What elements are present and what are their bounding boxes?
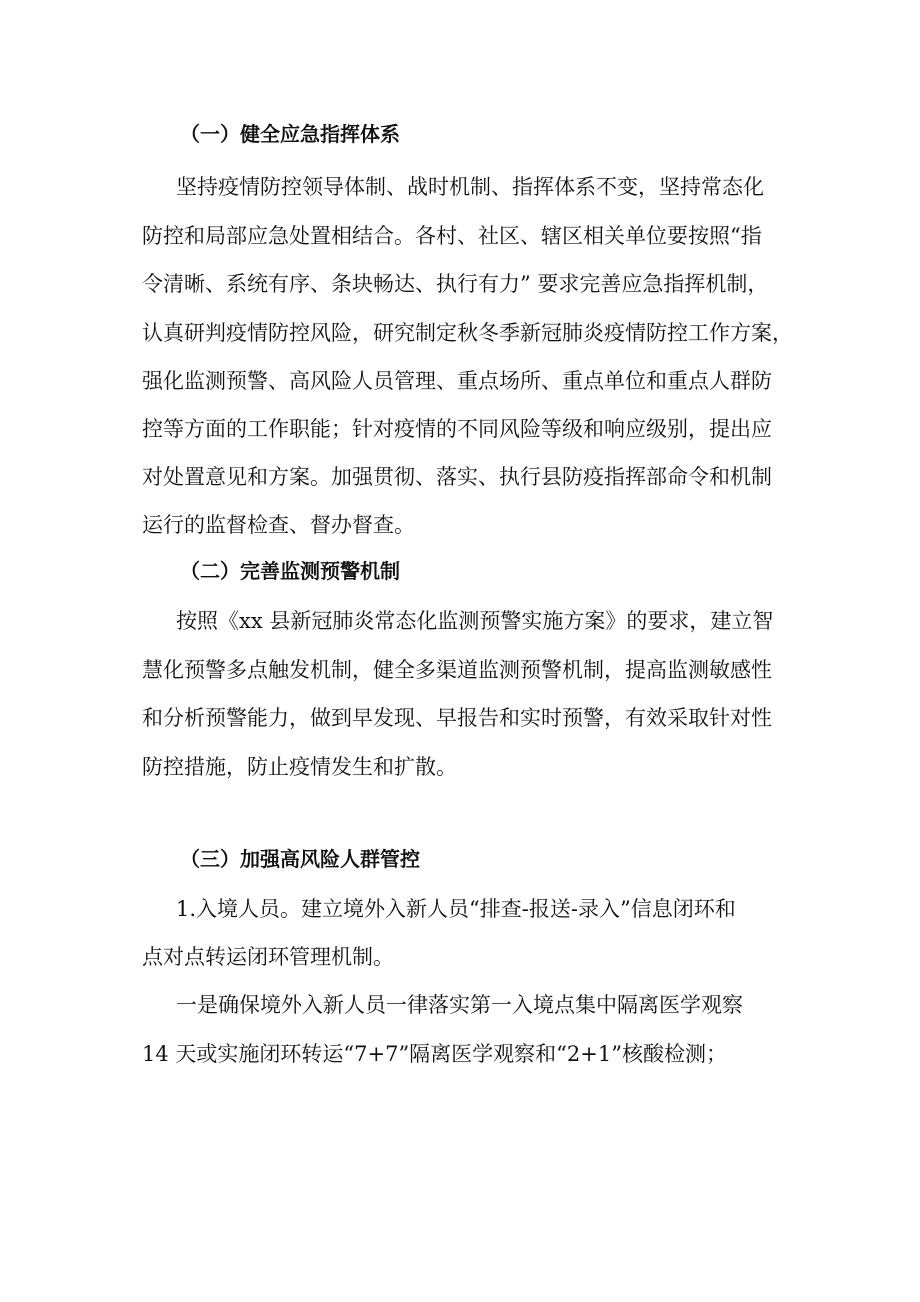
paragraph-line: 防控措施，防止疫情发生和扩散。 [142, 755, 457, 779]
paragraph-line: 运行的监督检查、督办督查。 [142, 513, 415, 537]
paragraph-line: 按照《xx 县新冠肺炎常态化监测预警实施方案》的要求，建立智 [176, 609, 774, 633]
section-heading-3: （三）加强高风险人群管控 [180, 847, 420, 871]
section-heading-1: （一）健全应急指挥体系 [180, 122, 400, 146]
paragraph-line: 强化监测预警、高风险人员管理、重点场所、重点单位和重点人群防 [142, 369, 772, 393]
paragraph-line: 坚持疫情防控领导体制、战时机制、指挥体系不变，坚持常态化 [176, 175, 764, 199]
paragraph-line: 控等方面的工作职能；针对疫情的不同风险等级和响应级别，提出应 [142, 417, 772, 441]
paragraph-line: 一是确保境外入新人员一律落实第一入境点集中隔离医学观察 [176, 993, 743, 1017]
paragraph-line: 1.入境人员。建立境外入新人员“排查-报送-录入”信息闭环和 [176, 897, 736, 921]
paragraph-line: 点对点转运闭环管理机制。 [142, 945, 394, 969]
paragraph-line: 14 天或实施闭环转运“7+7”隔离医学观察和“2+1”核酸检测； [142, 1042, 727, 1066]
section-heading-2: （二）完善监测预警机制 [180, 559, 400, 583]
paragraph-line: 和分析预警能力，做到早发现、早报告和实时预警，有效采取针对性 [142, 706, 772, 730]
paragraph-line: 令清晰、系统有序、条块畅达、执行有力” 要求完善应急指挥机制， [142, 272, 769, 296]
paragraph-line: 防控和局部应急处置相结合。各村、社区、辖区相关单位要按照“指 [142, 224, 762, 248]
paragraph-line: 慧化预警多点触发机制，健全多渠道监测预警机制，提高监测敏感性 [142, 658, 772, 682]
paragraph-line: 对处置意见和方案。加强贯彻、落实、执行县防疫指挥部命令和机制 [142, 465, 772, 489]
paragraph-line: 认真研判疫情防控风险，研究制定秋冬季新冠肺炎疫情防控工作方案， [142, 321, 793, 345]
